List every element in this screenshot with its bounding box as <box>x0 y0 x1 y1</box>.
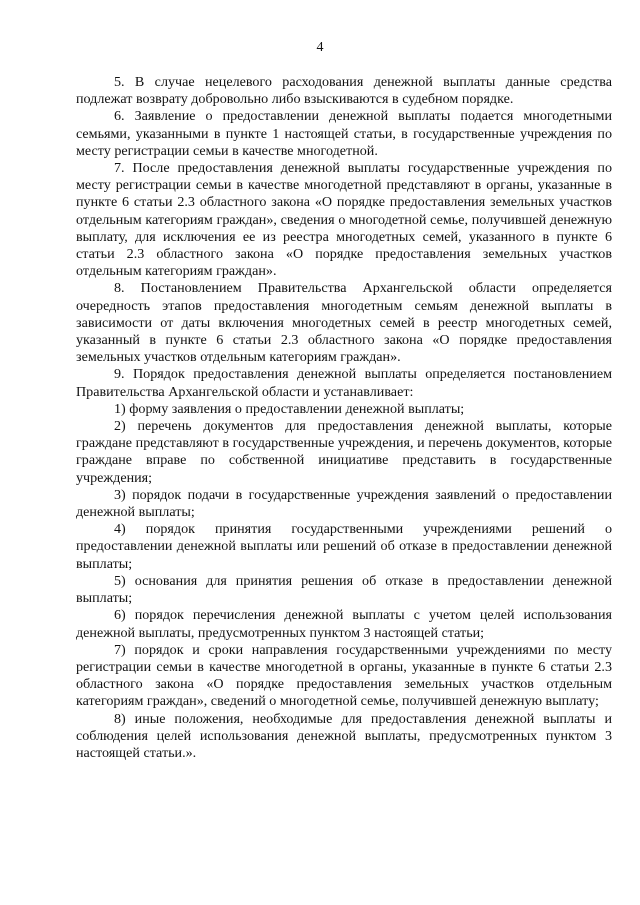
list-item-5: 5) основания для принятия решения об отказе в предоставлении денежной выплаты; <box>76 572 612 607</box>
paragraph-7: 7. После предоставления денежной выплаты государственные учреждения по месту регистрации семьи в качестве многодетной представляют в органы, указанные в пункте 6 статьи 2.3 областного закона «О порядке предоставления земельных участков отдельным категориям граждан», сведения о многодетной семье, получившей денежную выплату, для исключения ее из реестра многодетных семей, указанного в пункте 6 статьи 2.3 областного закона «О порядке предоставления земельных участков отдельным категориям граждан». <box>76 160 612 280</box>
list-item-8: 8) иные положения, необходимые для предоставления денежной выплаты и соблюдения целей использования денежной выплаты, предусмотренных пунктом 3 настоящей статьи.». <box>76 710 612 761</box>
list-item-7: 7) порядок и сроки направления государственными учреждениями по месту регистрации семьи в качестве многодетной в органы, указанные в пункте 6 статьи 2.3 областного закона «О порядке предоставления земельных участков отдельным категориям граждан», сведений о многодетной семье, получившей денежную выплату; <box>76 641 612 710</box>
list-item-2: 2) перечень документов для предоставления денежной выплаты, которые граждане представляют в государственные учреждения, и перечень документов, которые граждане вправе по собственной инициативе представить в государственные учреждения; <box>76 418 612 486</box>
list-item-4: 4) порядок принятия государственными учреждениями решений о предоставлении денежной выплаты или решений об отказе в предоставлении денежной выплаты; <box>76 521 612 572</box>
paragraph-5: 5. В случае нецелевого расходования денежной выплаты данные средства подлежат возврату добровольно либо взыскиваются в судебном порядке. <box>76 74 612 108</box>
paragraph-6: 6. Заявление о предоставлении денежной выплаты подается многодетными семьями, указанными в пункте 1 настоящей статьи, в государственные учреждения по месту регистрации семьи в качестве многодетной. <box>76 108 612 159</box>
list-item-3: 3) порядок подачи в государственные учреждения заявлений о предоставлении денежной выплаты; <box>76 486 612 521</box>
page-number: 4 <box>316 40 324 55</box>
list-item-6: 6) порядок перечисления денежной выплаты с учетом целей использования денежной выплаты, предусмотренных пунктом 3 настоящей статьи; <box>76 607 612 641</box>
list-item-1: 1) форму заявления о предоставлении денежной выплаты; <box>114 400 465 417</box>
paragraph-9: 9. Порядок предоставления денежной выплаты определяется постановлением Правительства Архангельской области и устанавливает: <box>76 366 612 400</box>
paragraph-8: 8. Постановлением Правительства Архангельской области определяется очередность этапов предоставления многодетным семьям денежной выплаты в зависимости от даты включения многодетных семей в реестр многодетных семей, указанный в пункте 6 статьи 2.3 областного закона «О порядке предоставления земельных участков отдельным категориям граждан». <box>76 280 612 366</box>
document-body <box>76 74 612 762</box>
